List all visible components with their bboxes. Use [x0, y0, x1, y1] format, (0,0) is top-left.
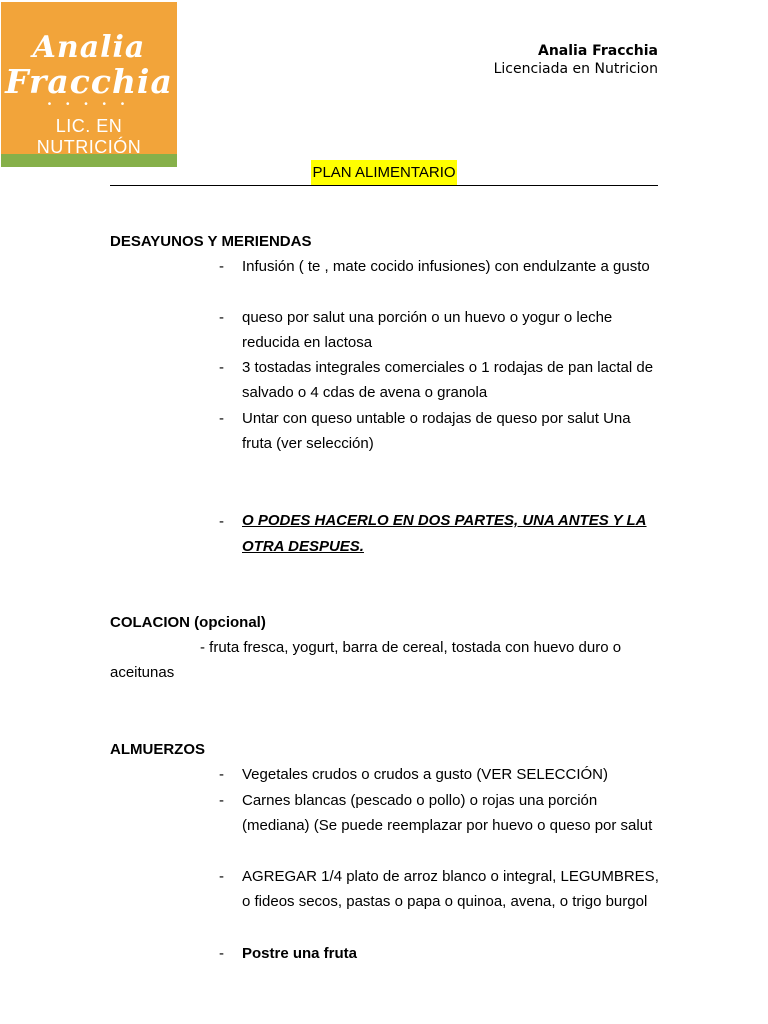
- list-item: 3 tostadas integrales comerciales o 1 rodajas de pan lactal de salvado o 4 cdas de avena o granola: [242, 359, 654, 401]
- bullet-dash: -: [219, 792, 224, 809]
- logo-name-first: Analia: [32, 30, 146, 65]
- list-item: AGREGAR 1/4 plato de arroz blanco o integral, LEGUMBRES, o fideos secos, pastas o papa o quinoa, avena, o trigo burgol: [242, 868, 659, 910]
- section-heading-desayunos: DESAYUNOS Y MERIENDAS: [110, 233, 312, 250]
- colacion-line-continued: aceitunas: [110, 664, 175, 681]
- document-title: PLAN ALIMENTARIO: [311, 160, 456, 186]
- logo-dots: • • • • •: [47, 99, 131, 110]
- list-item: Vegetales crudos o crudos a gusto (VER SELECCIÓN): [242, 766, 609, 783]
- list-item: Carnes blancas (pescado o pollo) o rojas una porción (mediana) (Se puede reemplazar por huevo o queso por salut: [242, 792, 653, 834]
- bullet-dash: -: [219, 258, 224, 275]
- header-name: Analia Fracchia: [538, 43, 658, 59]
- list-item: Untar con queso untable o rodajas de queso por salut Una fruta (ver selección): [242, 410, 631, 452]
- list-item: queso por salut una porción o un huevo o yogur o leche reducida en lactosa: [242, 309, 613, 351]
- bullet-dash: -: [219, 410, 224, 427]
- bullet-dash: -: [219, 868, 224, 885]
- bullet-dash: -: [219, 309, 224, 326]
- note-two-parts: O PODES HACERLO EN DOS PARTES, UNA ANTES Y LA OTRA DESPUES.: [242, 512, 647, 555]
- bullet-dash: -: [219, 766, 224, 783]
- bullet-dash: -: [219, 513, 224, 530]
- logo-name-last: Fracchia: [5, 62, 173, 101]
- bullet-dash: -: [219, 945, 224, 962]
- bullet-dash: -: [219, 359, 224, 376]
- header-role: Licenciada en Nutricion: [493, 61, 658, 77]
- section-heading-colacion: COLACION (opcional): [110, 614, 266, 631]
- list-item: Postre una fruta: [242, 945, 358, 962]
- colacion-line: - fruta fresca, yogurt, barra de cereal, tostada con huevo duro o: [200, 639, 622, 656]
- logo-subtitle: LIC. EN NUTRICIÓN: [36, 116, 142, 157]
- section-heading-almuerzos: ALMUERZOS: [110, 741, 205, 758]
- header-contact: [494, 42, 658, 78]
- title-wrapper: [110, 160, 658, 186]
- logo: [1, 2, 177, 167]
- list-item: Infusión ( te , mate cocido infusiones) con endulzante a gusto: [242, 258, 650, 275]
- title-rule: [110, 185, 658, 186]
